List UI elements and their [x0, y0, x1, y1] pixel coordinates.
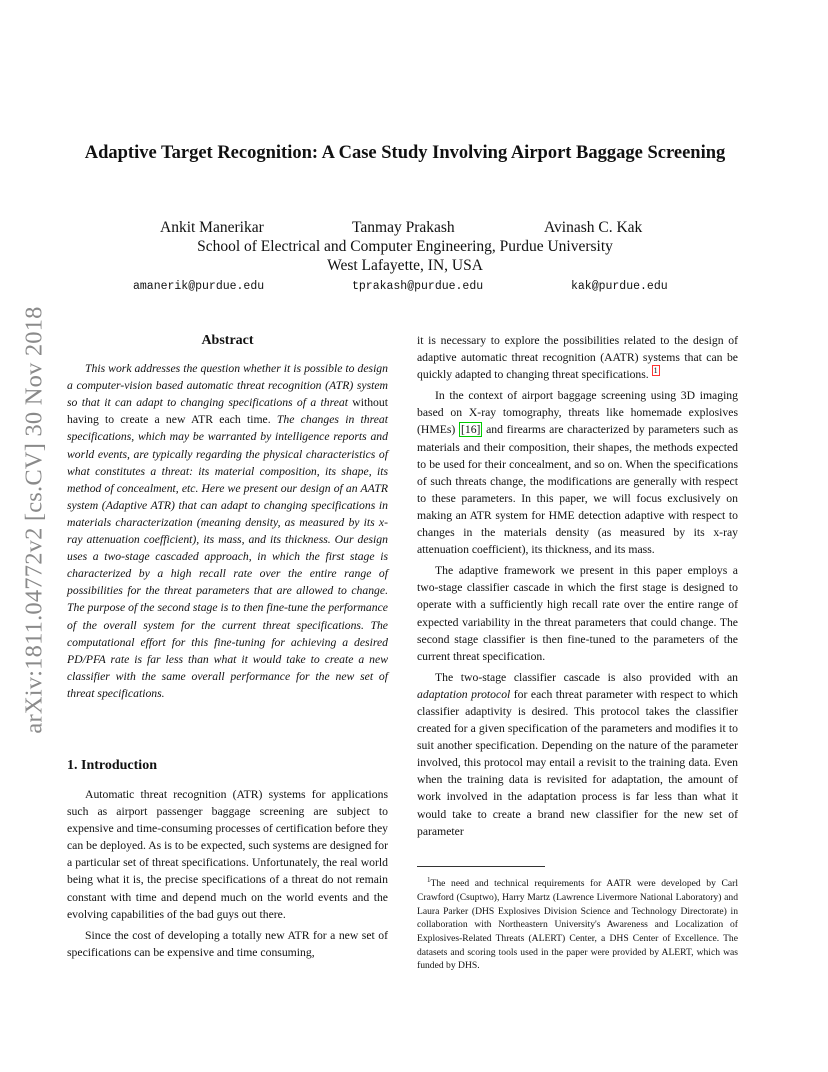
affiliation-line: School of Electrical and Computer Engineering, Purdue University	[197, 238, 613, 255]
author-email[interactable]: amanerik@purdue.edu	[133, 280, 265, 293]
author-email[interactable]: tprakash@purdue.edu	[352, 280, 484, 293]
footnote-text	[417, 874, 738, 973]
author-email[interactable]: kak@purdue.edu	[571, 280, 668, 293]
paragraph-text: The two-stage classifier cascade is also provided with an	[435, 670, 738, 684]
footnote-divider	[417, 866, 545, 867]
paper-title: Adaptive Target Recognition: A Case Study Involving Airport Baggage Screening	[84, 143, 726, 163]
paragraph-text: In the context of airport baggage screening using 3D imaging based on X-ray tomography, threats like homemade explosives (HMEs)	[417, 389, 738, 437]
paragraph	[417, 669, 738, 840]
section-heading-introduction: 1. Introduction	[67, 758, 157, 773]
footnote-link[interactable]: 1	[653, 366, 658, 376]
right-column	[417, 332, 738, 840]
paragraph-text: for each threat parameter with respect to which classifier adaptivity is desired. This protocol takes the classifier created for a given specification of the parameters and modifies it to suit another specification. Depending on the nature of the parameter involved, this protocol may entail a revisit to the training data. Even when the training data is revisited for adaptation, the amount of work involved in the adaptation process is far less than what it would take to create a brand new classifier for the new set of parameter	[417, 687, 738, 838]
paragraph-text: it is necessary to explore the possibilities related to the design of adaptive automatic threat recognition (AATR) systems that can be quickly adapted to changing threat specifications.	[417, 334, 738, 382]
paragraph: Since the cost of developing a totally new ATR for a new set of specifications can be expensive and time consuming,	[67, 928, 388, 959]
abstract-text: This work addresses the question whether it is possible to design a computer-vision based automatic threat recognition (ATR) system so that it can adapt to changing specifications of a threat	[67, 362, 388, 410]
paragraph: The adaptive framework we present in this paper employs a two-stage classifier cascade in which the first stage is designed to operate with a sufficiently high recall rate over the entire range of expected variability in the threat parameters that could change. The second stage classifier is then fine-tuned to the parameters of the current threat specification.	[417, 564, 738, 663]
footnote	[417, 874, 738, 973]
abstract-body	[67, 360, 388, 702]
paragraph: Automatic threat recognition (ATR) systems for applications such as airport passenger baggage screening are subject to expensive and time-consuming processes of certification before they can be deployed. As is to be expected, such systems are designed for a particular set of threat specifications. Unfortunately, the real world being what it is, the precise specifications of a threat do not remain constant with time and depend much on the world events and the evolving capabilities of the bad guys out there.	[67, 788, 388, 921]
emphasized-term: adaptation protocol	[417, 687, 511, 701]
paragraph-text: and firearms are characterized by parameters such as materials and their composition, their shapes, the methods expected to be used for their concealment, and so on. When the specifications of such threats change, the modifications are generally with respect to these parameters. In this paper, we will focus exclusively on making an ATR system for HME detection adaptive with respect to changes in the materials density (as measured by its x-ray attenuation coefficient), its thickness, and its mass.	[417, 423, 739, 557]
introduction-body	[67, 786, 388, 961]
author-name: Tanmay Prakash	[352, 219, 455, 236]
affiliation-line: West Lafayette, IN, USA	[327, 257, 483, 274]
author-name: Ankit Manerikar	[160, 219, 264, 236]
arxiv-identifier-text: arXiv:1811.04772v2 [cs.CV] 30 Nov 2018	[21, 306, 49, 734]
footnote-mark: 1	[427, 876, 431, 884]
paragraph	[417, 332, 738, 383]
author-name: Avinash C. Kak	[544, 219, 643, 236]
abstract-text: without having to create a new ATR each time.	[67, 396, 388, 427]
abstract-text: The changes in threat specifications, which may be warranted by intelligence reports and world events, are typically regarding the physical characteristics of what constitutes a threat: its material composition, its shape, its method of concealment, etc. Here we present our design of an AATR system (Adaptive ATR) that can adapt to changing specifications in materials characterization (meaning density, as measured by its x-ray attenuation coefficient), its mass, and its thickness. Our design uses a two-stage cascaded approach, in which the first stage is characterized by a high recall rate over the entire range of possibilities for the threat parameters that are allowed to change. The purpose of the second stage is to then fine-tune the performance of the overall system for the current threat specifications. The computational effort for this fine-tuning for achieving a desired PD/PFA rate is far less than what it would take to create a new classifier with the same overall performance for the new set of threat specifications.	[67, 413, 389, 700]
left-column	[67, 332, 388, 702]
paragraph	[417, 387, 738, 558]
citation-link[interactable]: [16]	[460, 423, 481, 437]
abstract-heading: Abstract	[201, 333, 254, 348]
footnote-body: The need and technical requirements for AATR were developed by Carl Crawford (Csuptwo), Harry Martz (Lawrence Livermore National Laboratory) and Laura Parker (DHS Explosives Division Science and Technology Directorate) in collaboration with Northeastern University's Awareness and Localization of Explosives-Related Threats (ALERT) Center, a DHS Center of Excellence. The datasets and scoring tools used in the paper were provided by ALERT, which was funded by DHS.	[417, 878, 738, 972]
arxiv-identifier	[16, 280, 54, 760]
